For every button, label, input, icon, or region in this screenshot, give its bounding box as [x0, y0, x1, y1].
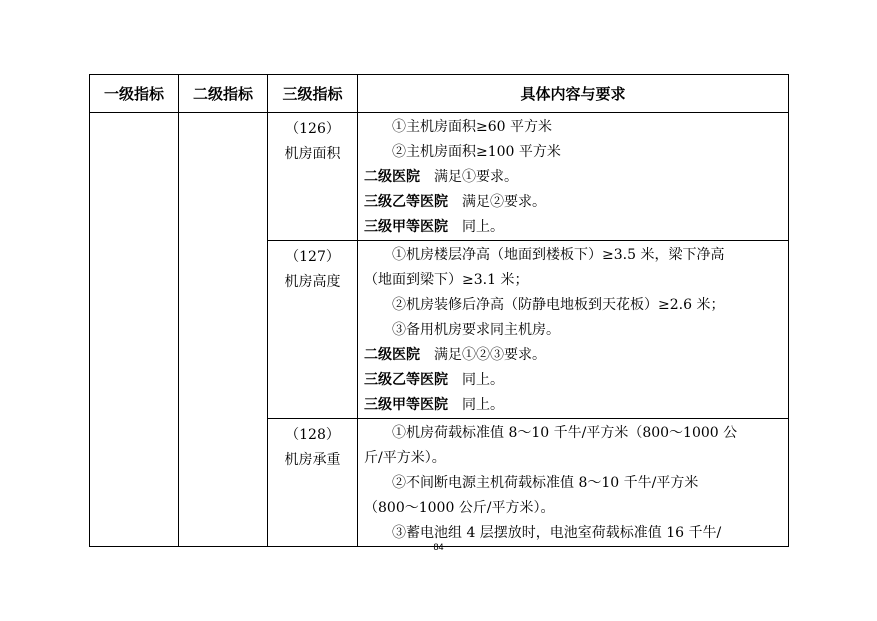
indicator-code: （126） [285, 121, 340, 137]
header-level-3: 三级指标 [268, 75, 358, 113]
content-line: （800～1000 公斤/平方米）。 [364, 500, 555, 516]
indicator-name: 机房面积 [284, 146, 341, 162]
page-number: 84 [433, 542, 444, 552]
indicator-name: 机房高度 [284, 274, 341, 290]
content-line: 斤/平方米）。 [364, 450, 446, 466]
content-line: ②不间断电源主机荷载标准值 8～10 千牛/平方米 [392, 475, 699, 491]
requirement-line [364, 343, 782, 368]
hospital-level-label: 三级乙等医院 [364, 372, 448, 388]
requirement-line [364, 165, 782, 190]
content-line: ③备用机房要求同主机房。 [392, 322, 560, 338]
hospital-level-label: 三级甲等医院 [364, 397, 448, 413]
content-line: ①机房荷载标准值 8～10 千牛/平方米（800～1000 公 [392, 425, 738, 441]
content-line: ①主机房面积≥60 平方米 [392, 119, 552, 135]
hospital-level-label: 二级医院 [364, 169, 420, 185]
content-line: ②主机房面积≥100 平方米 [392, 144, 561, 160]
requirement-line [364, 190, 782, 215]
level-3-cell [268, 419, 358, 547]
content-cell [358, 113, 789, 241]
hospital-level-label: 二级医院 [364, 347, 420, 363]
content-line: ①机房楼层净高（地面到楼板下）≥3.5 米，梁下净高 [392, 247, 725, 263]
level-2-cell [179, 113, 268, 547]
header-level-2: 二级指标 [179, 75, 268, 113]
header-level-1: 一级指标 [90, 75, 179, 113]
content-cell [358, 419, 789, 547]
requirement-text: 满足①②③要求。 [434, 347, 546, 363]
table-row [90, 113, 789, 241]
hospital-level-label: 三级乙等医院 [364, 194, 448, 210]
hospital-level-label: 三级甲等医院 [364, 219, 448, 235]
requirement-line [364, 368, 782, 393]
requirement-text: 满足②要求。 [462, 194, 546, 210]
requirement-text: 同上。 [462, 397, 504, 413]
requirement-text: 同上。 [462, 219, 504, 235]
indicator-code: （128） [285, 427, 340, 443]
requirement-line [364, 393, 782, 418]
indicator-name: 机房承重 [284, 452, 341, 468]
header-content: 具体内容与要求 [358, 75, 789, 113]
requirement-line [364, 215, 782, 240]
content-line: ②机房装修后净高（防静电地板到天花板）≥2.6 米； [392, 297, 725, 313]
indicator-table [89, 74, 789, 547]
content-line: （地面到梁下）≥3.1 米； [364, 272, 529, 288]
requirement-text: 同上。 [462, 372, 504, 388]
level-3-cell [268, 241, 358, 419]
level-3-cell [268, 113, 358, 241]
table-header-row [90, 75, 789, 113]
level-1-cell [90, 113, 179, 547]
requirement-text: 满足①要求。 [434, 169, 518, 185]
content-line: ③蓄电池组 4 层摆放时，电池室荷载标准值 16 千牛/ [392, 525, 722, 541]
indicator-code: （127） [285, 249, 340, 265]
content-cell [358, 241, 789, 419]
